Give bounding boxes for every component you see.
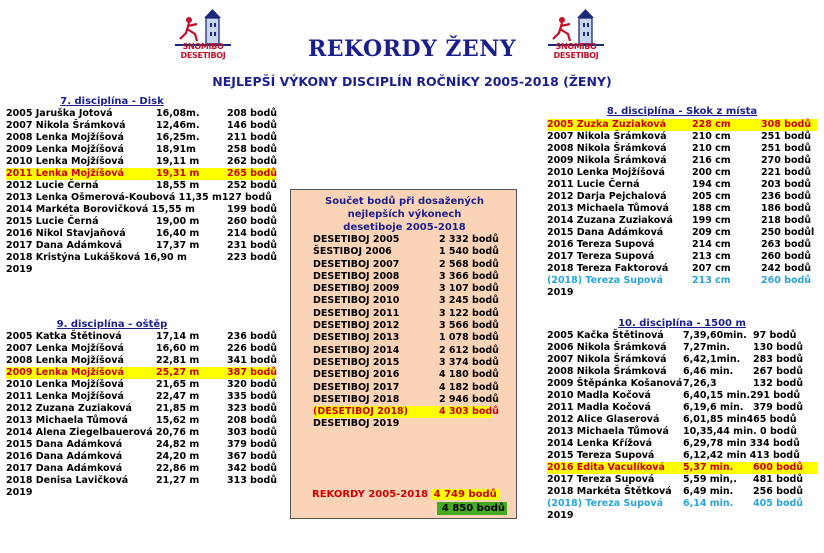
record-row [547, 167, 817, 179]
record-points: 242 bodů [761, 263, 812, 274]
record-name: (2018) Tereza Supová [547, 498, 664, 509]
logo-text: SNOMIBO DESETIBOJ [180, 42, 226, 60]
record-row [313, 320, 513, 332]
record-name: 2017 Tereza Supová [547, 251, 655, 262]
record-points: 258 bodů [227, 144, 278, 155]
record-name: DESETIBOJ 2016 [313, 369, 400, 381]
record-points: 320 bodů [227, 379, 278, 390]
skok-section-title: 8. disciplína - Skok z místa [606, 106, 758, 117]
record-value: 22,86 m [156, 463, 200, 474]
record-points: 335 bodů [227, 391, 278, 402]
record-value: 6,14 min. [683, 498, 734, 509]
record-name: 2011 Lenka Mojžíšová [6, 391, 124, 402]
record-points: 2 568 bodů [439, 258, 499, 270]
ostep-section-title: 9. disciplína - oštěp [56, 319, 168, 330]
record-points: 323 bodů [227, 403, 278, 414]
record-row [6, 108, 276, 120]
record-points: 405 bodů [753, 498, 804, 509]
record-value: 7,27min. [683, 342, 730, 353]
record-name: DESETIBOJ 2007 [313, 258, 400, 270]
record-row [6, 451, 276, 463]
record-name: 2007 Nikola Šrámková [547, 354, 667, 365]
record-name: 2016 Nikol Stavjaňová [6, 228, 126, 239]
record-points: 231 bodů [227, 240, 278, 251]
record-row [547, 390, 817, 402]
record-name: 2015 Tereza Supová [547, 450, 655, 461]
record-row [313, 369, 513, 381]
record-value: 16,25m. [156, 132, 200, 143]
record-points: 3 245 bodů [439, 295, 499, 307]
record-value: 6,42,1min. [683, 354, 741, 365]
record-points: 186 bodů [761, 203, 812, 214]
record-value: 16,60 m [156, 343, 200, 354]
record-value: 22,47 m [156, 391, 200, 402]
record-value: 207 cm [692, 263, 731, 274]
record-name: 2017 Dana Adámková [6, 463, 123, 474]
record-name: 2013 Michaela Tůmová [547, 203, 669, 214]
record-name: 2009 Lenka Mojžíšová [6, 144, 124, 155]
record-name: 2009 Štěpánka Košanová [547, 378, 683, 389]
record-value: 24,82 m [156, 439, 200, 450]
record-name: 2011 Lucie Černá [547, 179, 640, 190]
record-row [547, 378, 817, 390]
record-points: 260 bodů [227, 216, 278, 227]
record-value: 228 cm [692, 119, 731, 130]
record-value: 216 cm [692, 155, 731, 166]
record-name: 2010 Lenka Mojžíšová [6, 156, 124, 167]
record-row [6, 204, 276, 216]
record-name: 2007 Nikola Šrámková [6, 120, 126, 131]
record-row [547, 119, 817, 131]
record-points: 260 bodů [761, 275, 812, 286]
record-name: (2018) Tereza Supová [547, 275, 664, 286]
record-name: DESETIBOJ 2009 [313, 283, 400, 295]
record-row [547, 354, 817, 366]
record-row [6, 168, 276, 180]
record-name: DESETIBOJ 2018 [313, 393, 400, 405]
ostep-records-list [6, 331, 276, 499]
record-points: 3 374 bodů [439, 356, 499, 368]
record-name: DESETIBOJ 2012 [313, 320, 400, 332]
record-name: 2008 Lenka Mojžíšová [6, 355, 124, 366]
record-row [6, 391, 276, 403]
record-points: 203 bodů [761, 179, 812, 190]
record-points: 265 bodů [227, 168, 278, 179]
record-row [547, 330, 817, 342]
record-name: 2010 Lenka Mojžíšová [547, 167, 665, 178]
record-row [6, 379, 276, 391]
record-name: DESETIBOJ 2008 [313, 270, 400, 282]
record-row [547, 414, 817, 426]
record-name: 2019 [6, 264, 33, 275]
record-name: 2018 Denisa Lavičková [6, 475, 129, 486]
record-points: 387 bodů [227, 367, 278, 378]
record-name: 2013 Lenka Ošmerová-Koubová 11,35 m127 bodů [6, 192, 272, 203]
record-name: 2015 Dana Adámková [6, 439, 123, 450]
record-points: 481 bodů [753, 474, 804, 485]
record-name: 2005 Katka Štětinová [6, 331, 122, 342]
record-value: 6,29,78 min 334 bodů [683, 438, 800, 449]
record-name: 2016 Dana Adámková [6, 451, 123, 462]
records-points: 4 749 bodů [433, 489, 497, 500]
record-row [6, 120, 276, 132]
record-row [547, 462, 817, 474]
record-value: 210 cm [692, 131, 731, 142]
record-row [313, 295, 513, 307]
record-name: 2018 Kristýna Lukášková 16,90 m [6, 252, 187, 263]
record-row [6, 355, 276, 367]
record-value: 213 cm [692, 251, 731, 262]
record-value: 199 cm [692, 215, 731, 226]
record-value: 7,39,60min. [683, 330, 747, 341]
skok-records-list [547, 119, 817, 299]
record-row [6, 132, 276, 144]
record-row [6, 156, 276, 168]
record-row [313, 332, 513, 344]
record-row [6, 487, 276, 499]
record-value: 21,27 m [156, 475, 200, 486]
record-value: 210 cm [692, 143, 731, 154]
record-points: 1 540 bodů [439, 246, 499, 258]
record-points: 146 bodů [227, 120, 278, 131]
record-name: DESETIBOJ 2011 [313, 307, 400, 319]
record-points: 208 bodů [227, 108, 278, 119]
record-value: 21,85 m [156, 403, 200, 414]
record-value: 188 cm [692, 203, 731, 214]
records-total [312, 489, 499, 500]
record-value: 213 cm [692, 275, 731, 286]
record-points: 308 bodů [761, 119, 812, 130]
record-name: 2018 Markéta Štětková [547, 486, 672, 497]
logo-text: SNOMIBO DESETIBOJ [553, 42, 599, 60]
record-value: 16,08m. [156, 108, 200, 119]
record-points: 226 bodů [227, 343, 278, 354]
record-name: 2012 Darja Pejchalová [547, 191, 667, 202]
record-row [547, 143, 817, 155]
beh-section-title: 10. disciplína - 1500 m [618, 318, 746, 329]
record-row [6, 192, 276, 204]
record-value: 12,46m. [156, 120, 200, 131]
record-name: 2011 Madla Kočová [547, 402, 651, 413]
record-value: 6,12,42 min 413 bodů [683, 450, 800, 461]
record-name: 2012 Zuzana Zuziaková [6, 403, 132, 414]
record-points: 341 bodů [227, 355, 278, 366]
record-points: 367 bodů [227, 451, 278, 462]
totals-heading [291, 195, 518, 234]
record-name: 2019 [547, 510, 574, 521]
record-row [313, 418, 513, 430]
record-row [6, 240, 276, 252]
totals-box [290, 189, 517, 519]
record-name: DESETIBOJ 2014 [313, 344, 400, 356]
record-value: 200 cm [692, 167, 731, 178]
record-value: 5,59 min,. [683, 474, 737, 485]
record-row [313, 406, 499, 418]
record-value: 24,20 m [156, 451, 200, 462]
record-points: 236 bodů [227, 331, 278, 342]
record-name: 2005 Kačka Štětinová [547, 330, 664, 341]
record-value: 16,40 m [156, 228, 200, 239]
record-row [6, 439, 276, 451]
record-points: 3 366 bodů [439, 270, 499, 282]
record-row [313, 308, 513, 320]
record-points: 3 107 bodů [439, 283, 499, 295]
beh-records-list [547, 330, 817, 522]
record-row [313, 283, 513, 295]
record-value: 214 cm [692, 239, 731, 250]
record-points: 270 bodů [761, 155, 812, 166]
record-row [6, 415, 276, 427]
record-row [547, 402, 817, 414]
record-value: 10,35,44 min. 0 bodů [683, 426, 797, 437]
record-row [547, 450, 817, 462]
record-value: 22,81 m [156, 355, 200, 366]
record-points: 379 bodů [227, 439, 278, 450]
record-name: DESETIBOJ 2015 [313, 356, 400, 368]
record-name: DESETIBOJ 2017 [313, 381, 400, 393]
record-points: 313 bodů [227, 475, 278, 486]
record-row [547, 510, 817, 522]
record-name: 2016 Tereza Supová [547, 239, 655, 250]
record-value: 6,19,6 min. [683, 402, 744, 413]
record-row [6, 331, 276, 343]
record-points: 1 078 bodů [439, 332, 499, 344]
record-row [547, 239, 817, 251]
record-name: DESETIBOJ 2005 [313, 234, 400, 245]
record-points: 4 182 bodů [439, 381, 499, 393]
record-row [6, 475, 276, 487]
record-row [547, 287, 817, 299]
record-row [6, 216, 276, 228]
record-row [547, 191, 817, 203]
record-row [313, 357, 513, 369]
record-value: 6,40,15 min.291 bodů [683, 390, 801, 401]
record-points: 379 bodů [753, 402, 804, 413]
record-row [547, 275, 817, 287]
record-name: 2017 Tereza Supová [547, 474, 655, 485]
records-label: REKORDY 2005-2018 [312, 489, 429, 500]
record-points: 251 bodů [761, 143, 812, 154]
record-name: ŠESTIBOJ 2006 [313, 246, 392, 258]
record-points: 97 bodů [753, 330, 797, 341]
record-name: 2013 Michaela Tůmová [6, 415, 128, 426]
record-points: 267 bodů [753, 366, 804, 377]
record-name: (DESETIBOJ 2018) [313, 406, 409, 418]
record-name: 2005 Zuzka Zuziaková [547, 119, 667, 130]
record-row [313, 246, 513, 258]
record-name: 2010 Madla Kočová [547, 390, 651, 401]
record-points: 283 bodů [753, 354, 804, 365]
record-name: 2012 Lucie Černá [6, 180, 99, 191]
record-points: 250 bodůl [761, 227, 815, 238]
page-subtitle: NEJLEPŠÍ VÝKONY DISCIPLÍN ROČNÍKY 2005-2018 (ŽENY) [212, 74, 612, 89]
record-value: 194 cm [692, 179, 731, 190]
disk-section-title: 7. disciplína - Disk [60, 96, 164, 107]
record-row [6, 264, 276, 276]
record-points: 208 bodů [227, 415, 278, 426]
record-row [547, 426, 817, 438]
record-points: 2 946 bodů [439, 393, 499, 405]
record-name: 2019 [6, 487, 33, 498]
record-row [547, 263, 817, 275]
record-row [547, 438, 817, 450]
record-value: 6,46 min. [683, 366, 734, 377]
record-row [547, 215, 817, 227]
record-value: 17,37 m [156, 240, 200, 251]
record-name: DESETIBOJ 2010 [313, 295, 400, 307]
record-name: 2019 [547, 287, 574, 298]
record-name: 2008 Nikola Šrámková [547, 143, 667, 154]
record-points: 3 122 bodů [439, 307, 499, 319]
record-points: 223 bodů [227, 252, 278, 263]
record-row [6, 463, 276, 475]
record-row [547, 251, 817, 263]
record-points: 199 bodů [227, 204, 278, 215]
record-name: 2008 Lenka Mojžíšová [6, 132, 124, 143]
record-row [313, 345, 513, 357]
record-name: 2017 Dana Adámková [6, 240, 123, 251]
record-points: 303 bodů [227, 427, 278, 438]
record-row [313, 259, 513, 271]
record-row [313, 271, 513, 283]
record-row [6, 427, 276, 439]
record-points: 342 bodů [227, 463, 278, 474]
record-points: 4 303 bodů [439, 406, 499, 418]
record-row [6, 403, 276, 415]
record-name: DESETIBOJ 2013 [313, 332, 400, 344]
record-points: 214 bodů [227, 228, 278, 239]
record-name: 2007 Lenka Mojžíšová [6, 343, 124, 354]
record-name: 2010 Lenka Mojžíšová [6, 379, 124, 390]
record-value: 5,37 min. [683, 462, 734, 473]
record-points: 600 bodů [753, 462, 804, 473]
record-points: 218 bodů [761, 215, 812, 226]
record-points: 2 332 bodů [439, 234, 499, 245]
record-points: 260 bodů [761, 251, 812, 262]
record-name: 2005 Jaruška Jotová [6, 108, 113, 119]
record-row [313, 394, 513, 406]
record-points: 4 180 bodů [439, 369, 499, 381]
record-name: 2014 Zuzana Zuziaková [547, 215, 673, 226]
record-name: 2007 Nikola Šrámková [547, 131, 667, 142]
record-row [6, 228, 276, 240]
record-value: 25,27 m [156, 367, 200, 378]
record-name: 2008 Nikola Šrámková [547, 366, 667, 377]
record-name: 2013 Michaela Tůmová [547, 426, 669, 437]
record-value: 17,14 m [156, 331, 200, 342]
record-value: 19,00 m [156, 216, 200, 227]
record-points: 251 bodů [761, 131, 812, 142]
record-row [547, 155, 817, 167]
totals-heading-line: nejlepších výkonech [347, 209, 462, 220]
record-value: 6,01,85 min465 bodů [683, 414, 797, 425]
record-value: 18,91m [156, 144, 196, 155]
record-points: 221 bodů [761, 167, 812, 178]
record-row [547, 227, 817, 239]
record-name: 2006 Nikola Šrámková [547, 342, 667, 353]
record-row [6, 343, 276, 355]
record-row [313, 382, 513, 394]
record-row [547, 179, 817, 191]
record-points: 2 612 bodů [439, 344, 499, 356]
record-value: 15,62 m [156, 415, 200, 426]
record-name: 2015 Lucie Černá [6, 216, 99, 227]
record-name: 2016 Edita Vaculíková [547, 462, 665, 473]
record-row [547, 131, 817, 143]
records-green-total: 4 850 bodů [437, 502, 507, 515]
record-name: 2014 Alena Ziegelbauerová 20,76 m [6, 427, 200, 438]
record-points: 256 bodů [753, 486, 804, 497]
record-value: 18,55 m [156, 180, 200, 191]
record-row [547, 474, 817, 486]
record-row [6, 180, 276, 192]
record-points: 3 566 bodů [439, 320, 499, 332]
totals-heading-line: desetiboje 2005-2018 [343, 222, 466, 233]
record-row [547, 486, 817, 498]
record-name: 2014 Lenka Křížová [547, 438, 653, 449]
record-row [547, 498, 817, 510]
record-row [547, 203, 817, 215]
record-points: 252 bodů [227, 180, 278, 191]
record-name: 2009 Nikola Šrámková [547, 155, 667, 166]
record-name: DESETIBOJ 2019 [313, 418, 400, 430]
record-row [547, 366, 817, 378]
record-value: 19,11 m [156, 156, 200, 167]
record-points: 130 bodů [753, 342, 804, 353]
page-title: REKORDY ŽENY [307, 36, 517, 62]
record-value: 21,65 m [156, 379, 200, 390]
record-row [6, 144, 276, 156]
disk-records-list [6, 108, 276, 276]
record-value: 209 cm [692, 227, 731, 238]
record-points: 262 bodů [227, 156, 278, 167]
record-value: 19,31 m [156, 168, 200, 179]
record-points: 236 bodů [761, 191, 812, 202]
record-value: 7,26,3 [683, 378, 717, 389]
record-row [6, 367, 276, 379]
totals-list [313, 234, 513, 431]
record-row [6, 252, 276, 264]
record-name: 2015 Dana Adámková [547, 227, 664, 238]
record-row [313, 234, 513, 246]
record-name: 2014 Markéta Borovičková 15,55 m [6, 204, 195, 215]
record-name: 2009 Lenka Mojžíšová [6, 367, 124, 378]
record-name: 2011 Lenka Mojžíšová [6, 168, 124, 179]
record-name: 2012 Alice Glaserová [547, 414, 660, 425]
record-points: 211 bodů [227, 132, 278, 143]
record-name: 2018 Tereza Faktorová [547, 263, 669, 274]
record-value: 205 cm [692, 191, 731, 202]
record-row [547, 342, 817, 354]
record-points: 132 bodů [753, 378, 804, 389]
record-points: 263 bodů [761, 239, 812, 250]
record-value: 6,49 min. [683, 486, 734, 497]
totals-heading-line: Součet bodů při dosažených [325, 196, 484, 207]
